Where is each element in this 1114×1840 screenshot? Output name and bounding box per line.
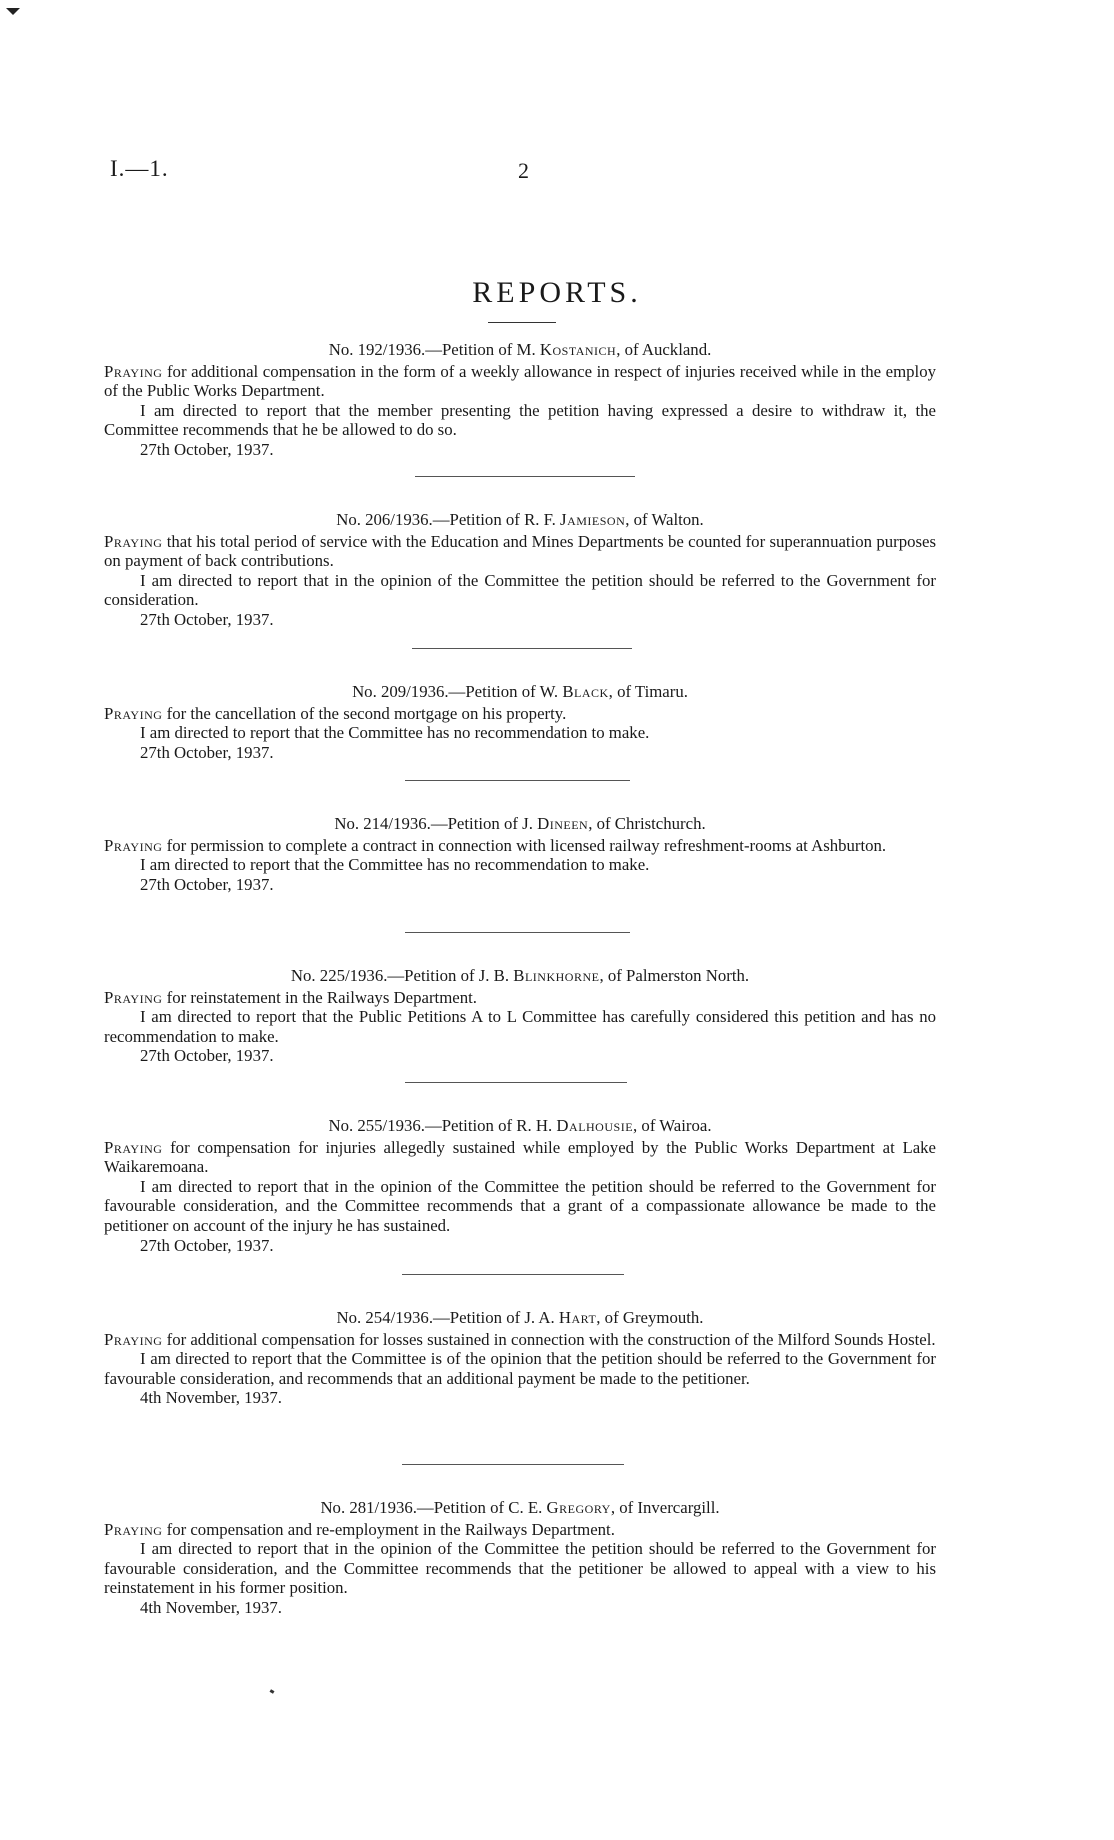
separator-rule (402, 1464, 624, 1465)
petition-heading: No. 206/1936.—Petition of R. F. Jamieson, of Walton. (336, 510, 704, 529)
petition-heading: No. 255/1936.—Petition of R. H. Dalhousie, of Wairoa. (328, 1116, 712, 1135)
document-reference: I.—1. (110, 156, 169, 181)
petitioner-surname: Jamieson (560, 510, 626, 529)
petitioner-surname: Dineen (537, 814, 589, 833)
ink-speck (270, 1689, 275, 1694)
petitioner-surname: Gregory (546, 1498, 611, 1517)
committee-report: I am directed to report that in the opinion of the Committee the petition should be referred to the Government for favourable consideration, and the Committee recommends that a grant of a compassionate allowance be made to the petitioner on account of the injury he has sustained. (104, 1176, 936, 1235)
report-date: 27th October, 1937. (140, 874, 274, 894)
separator-rule (405, 1082, 627, 1083)
committee-report: I am directed to report that the Committee is of the opinion that the petition should be referred to the Government for favourable consideration, and recommends that an additional payment be made to the petitioner. (104, 1349, 936, 1388)
petition-heading: No. 281/1936.—Petition of C. E. Gregory, of Invercargill. (320, 1498, 720, 1517)
petition-prayer: Praying for reinstatement in the Railways Department. (104, 987, 477, 1007)
report-date: 27th October, 1937. (140, 1235, 274, 1255)
petition-prayer: Praying for additional compensation for losses sustained in connection with the construction of the Milford Sounds Hostel. (104, 1329, 936, 1349)
petition-entry (104, 340, 936, 460)
petition-entry (104, 966, 936, 1066)
petitioner-surname: Dalhousie (556, 1116, 634, 1135)
corner-triangle-icon (6, 8, 20, 15)
separator-rule (415, 476, 635, 477)
report-date: 27th October, 1937. (140, 742, 274, 762)
petition-prayer: Praying for additional compensation in the form of a weekly allowance in respect of injuries received while in the employ of the Public Works Department. (104, 361, 936, 401)
petition-prayer: Praying that his total period of service with the Education and Mines Departments be counted for superannuation purposes on payment of back contributions. (104, 531, 936, 571)
petition-prayer: Praying for compensation for injuries allegedly sustained while employed by the Public Works Department at Lake Waikaremoana. (104, 1137, 936, 1177)
petition-heading: No. 225/1936.—Petition of J. B. Blinkhorne, of Palmerston North. (290, 966, 750, 985)
committee-report: I am directed to report that in the opinion of the Committee the petition should be referred to the Government for consideration. (104, 570, 936, 610)
separator-rule (405, 932, 630, 933)
petitioner-surname: Hart (558, 1308, 597, 1327)
petition-heading: No. 192/1936.—Petition of M. Kostanich, of Auckland. (328, 340, 712, 359)
committee-report: I am directed to report that the Public Petitions A to L Committee has carefully considered this petition and has no recommendation to make. (104, 1007, 936, 1046)
page-number: 2 (518, 158, 529, 183)
petition-heading: No. 214/1936.—Petition of J. Dineen, of Christchurch. (334, 814, 706, 833)
report-date: 27th October, 1937. (140, 439, 274, 459)
petitioner-surname: Blinkhorne (513, 966, 600, 985)
petition-entry (104, 1498, 936, 1618)
section-title: REPORTS. (472, 276, 642, 309)
petitioner-surname: Black (562, 682, 609, 701)
petition-heading: No. 209/1936.—Petition of W. Black, of Timaru. (352, 682, 688, 701)
petition-prayer: Praying for compensation and re-employment in the Railways Department. (104, 1519, 615, 1539)
separator-rule (402, 1274, 624, 1275)
title-rule (488, 322, 556, 323)
petition-entry (104, 510, 936, 630)
petition-prayer: Praying for permission to complete a contract in connection with licensed railway refreshment-rooms at Ashburton. (104, 835, 887, 855)
separator-rule (405, 780, 630, 781)
petition-heading: No. 254/1936.—Petition of J. A. Hart, of Greymouth. (336, 1308, 704, 1327)
report-date: 27th October, 1937. (140, 1046, 274, 1066)
committee-report: I am directed to report that the member presenting the petition having expressed a desire to withdraw it, the Committee recommends that he be allowed to do so. (104, 400, 936, 440)
committee-report: I am directed to report that the Committee has no recommendation to make. (140, 723, 650, 743)
report-date: 4th November, 1937. (140, 1388, 282, 1408)
petition-entry (104, 682, 936, 762)
petition-prayer: Praying for the cancellation of the second mortgage on his property. (104, 703, 567, 723)
petition-entry (104, 1308, 936, 1408)
petition-entry (104, 814, 936, 894)
report-date: 27th October, 1937. (140, 609, 274, 629)
report-date: 4th November, 1937. (140, 1597, 282, 1617)
petition-entry (104, 1116, 936, 1255)
committee-report: I am directed to report that the Committee has no recommendation to make. (140, 855, 650, 875)
petitioner-surname: Kostanich (539, 340, 617, 359)
committee-report: I am directed to report that in the opinion of the Committee the petition should be referred to the Government for favourable consideration, and the Committee recommends that the petitioner be allowed to appeal with a view to his reinstatement in his former position. (104, 1539, 936, 1598)
separator-rule (412, 648, 632, 649)
